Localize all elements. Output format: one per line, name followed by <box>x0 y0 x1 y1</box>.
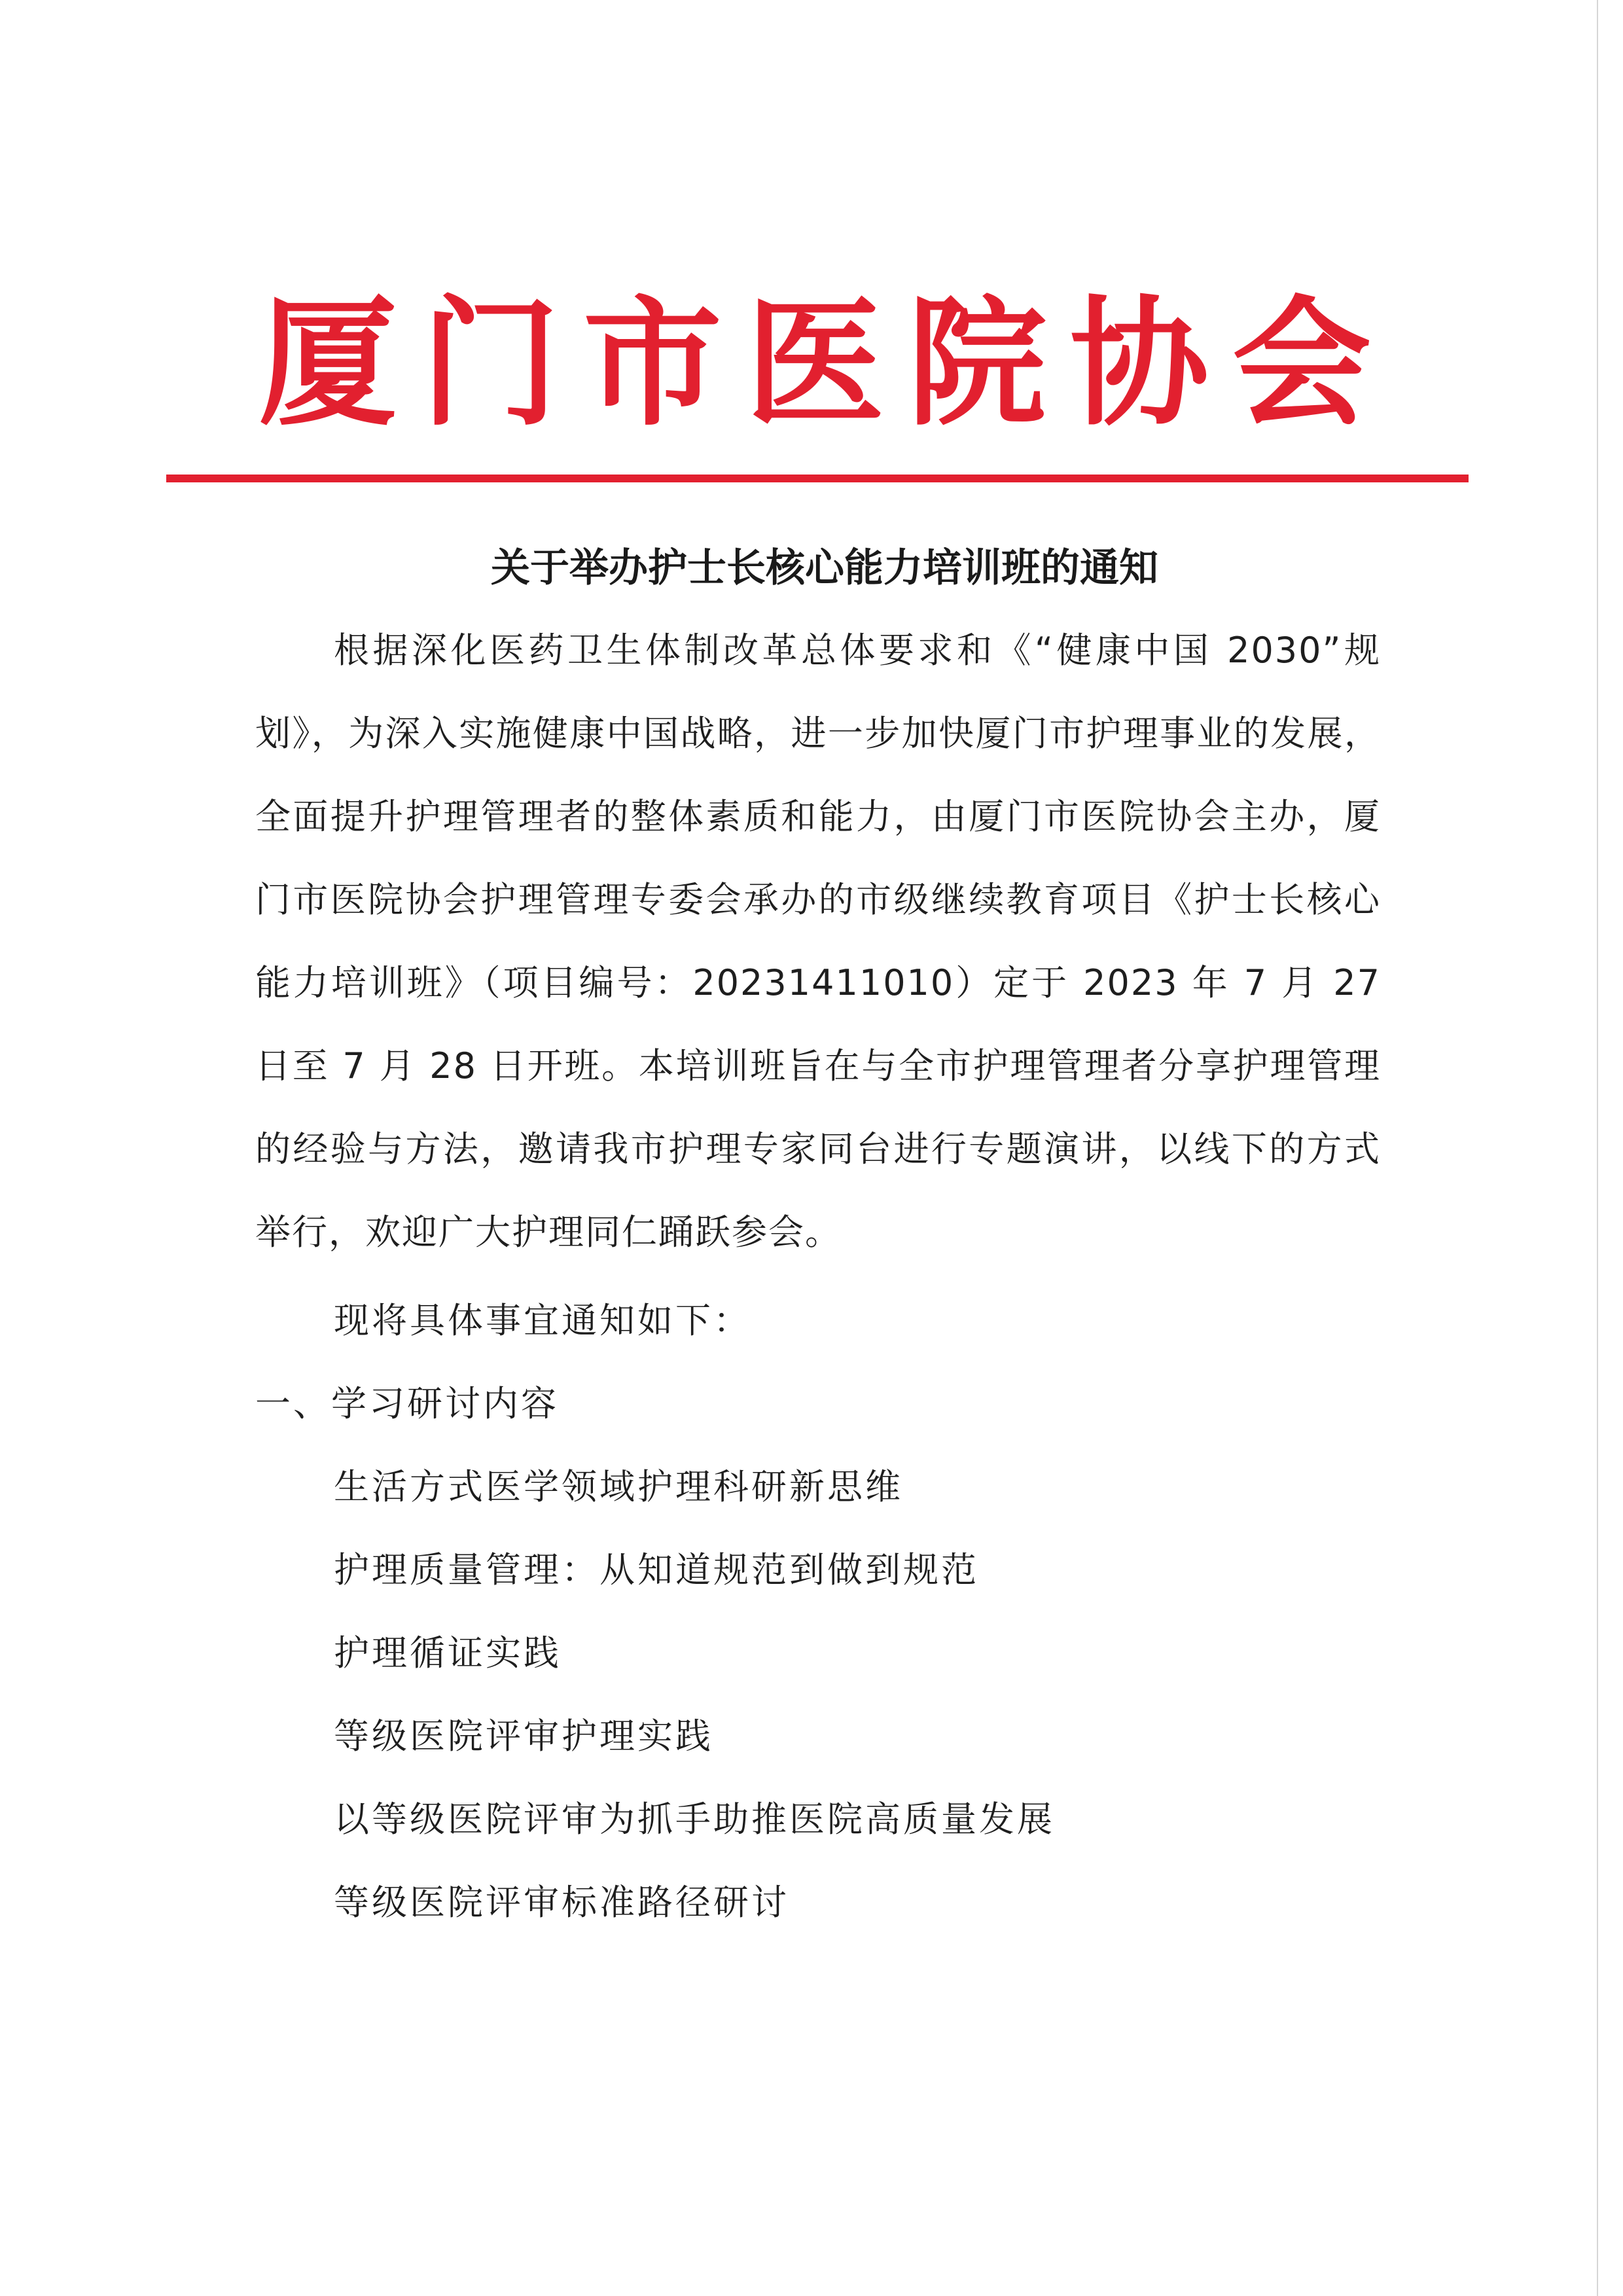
topic-item: 护理循证实践 <box>334 1632 562 1674</box>
section-heading: 一、学习研讨内容 <box>255 1383 559 1424</box>
intro-paragraph: 根据深化医药卫生体制改革总体要求和《“健康中国 2030”规划》，为深入实施健康中国战略，进一步加快厦门市护理事业的发展，全面提升护理管理者的整体素质和能力，由厦门市医院协会主办，厦门市医院协会护理管理专委会承办的市级继续教育项目《护士长核心能力培训班》（项目编号：20231411010）定于 2023 年 7 月 27 日至 7 月 28 日开班。本培训班旨在与全市护理管理者分享护理管理的经验与方法，邀请我市护理专家同台进行专题演讲，以线下的方式举行，欢迎广大护理同仁踊跃参会。 <box>255 630 1381 1253</box>
letterhead <box>259 281 1371 445</box>
letterhead-char: 协 <box>1070 281 1209 444</box>
letterhead-divider <box>166 475 1469 482</box>
letterhead-char: 院 <box>908 281 1046 444</box>
topic-item: 等级医院评审标准路径研讨 <box>334 1882 789 1923</box>
scan-edge-line <box>1597 0 1598 2296</box>
letterhead-char: 医 <box>745 281 884 444</box>
notice-intro-line: 现将具体事宜通知如下： <box>334 1300 751 1341</box>
topic-item: 生活方式医学领域护理科研新思维 <box>334 1466 903 1507</box>
topic-item: 护理质量管理：从知道规范到做到规范 <box>334 1549 979 1590</box>
topic-item: 以等级医院评审为抓手助推医院高质量发展 <box>334 1799 1055 1840</box>
topic-item: 等级医院评审护理实践 <box>334 1715 713 1757</box>
letterhead-char: 会 <box>1232 281 1371 444</box>
letterhead-char: 厦 <box>259 281 397 444</box>
letterhead-char: 门 <box>421 281 560 444</box>
document-title: 关于举办护士长核心能力培训班的通知 <box>491 545 1158 591</box>
letterhead-char: 市 <box>583 281 722 444</box>
